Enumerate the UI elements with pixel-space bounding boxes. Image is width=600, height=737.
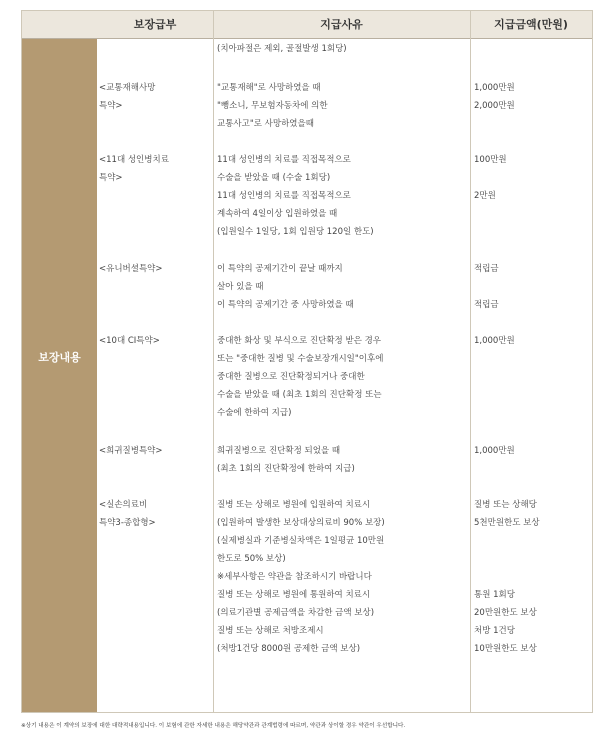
benefit-line: <희귀질병특약>: [99, 446, 163, 456]
table-header: [22, 11, 592, 39]
reason-line: 11대 성인병의 치료를 직접목적으로: [217, 191, 351, 201]
reason-line: 질병 또는 상해로 처방조제시: [217, 626, 324, 636]
benefit-line: 특약>: [99, 101, 123, 111]
reason-line: (입원하여 발생한 보상대상의료비 90% 보장): [217, 518, 385, 528]
reason-line: 한도로 50% 보상): [217, 554, 286, 564]
column-divider: [213, 11, 214, 712]
reason-line: 질병 또는 상해로 병원에 통원하여 치료시: [217, 590, 371, 600]
reason-line: 중대한 화상 및 부식으로 진단확정 받은 경우: [217, 336, 382, 346]
reason-line: 희귀질병으로 진단확정 되었을 때: [217, 446, 341, 456]
reason-line: ※세부사항은 약관을 참조하시기 바랍니다: [217, 572, 372, 582]
amount-line: 적립금: [474, 300, 499, 310]
amount-line: 100만원: [474, 155, 507, 165]
amount-line: 5천만원한도 보상: [474, 518, 540, 528]
coverage-side-column: [22, 11, 97, 712]
amount-line: 처방 1건당: [474, 626, 515, 636]
reason-line: 이 특약의 공제기간이 끝날 때까지: [217, 264, 343, 274]
amount-line: 10만원한도 보상: [474, 644, 537, 654]
benefit-line: <10대 CI특약>: [99, 336, 160, 346]
reason-line: (실제병실과 기준병실차액은 1일평균 10만원: [217, 536, 385, 546]
benefit-line: <유니버셜특약>: [99, 264, 163, 274]
reason-line: (최초 1회의 진단확정에 한하여 지급): [217, 464, 355, 474]
reason-line: 수술에 한하여 지급): [217, 408, 292, 418]
reason-line: (처방1건당 8000원 공제한 금액 보상): [217, 644, 361, 654]
reason-line: 또는 "중대한 질병 및 수술보장개시일"이후에: [217, 354, 384, 364]
reason-line: (치아파절은 제외, 골절발생 1회당): [217, 44, 347, 54]
benefit-line: <11대 성인병치료: [99, 155, 169, 165]
reason-line: "교통재해"로 사망하였을 때: [217, 83, 321, 93]
reason-line: 계속하여 4일이상 입원하였을 때: [217, 209, 338, 219]
amount-line: 2,000만원: [474, 101, 515, 111]
reason-line: (의료기관별 공제금액을 차감한 금액 보상): [217, 608, 375, 618]
header-amount: 지급금액(만원): [494, 18, 568, 31]
amount-line: 1,000만원: [474, 83, 515, 93]
benefit-line: <교통재해사망: [99, 83, 156, 93]
footnote: ※상기 내용은 이 계약의 보장에 대한 대략적내용입니다. 이 보험에 관한 자세한 내용은 해당약관과 관계법령에 따르며, 약관과 상이할 경우 약관이 우선합니다.: [21, 723, 406, 729]
reason-line: 수술을 받았을 때 (수술 1회당): [217, 173, 331, 183]
coverage-side-label: 보장내용: [38, 351, 81, 364]
header-benefit: 보장급부: [133, 18, 177, 31]
reason-line: (입원일수 1일당, 1회 입원당 120일 한도): [217, 227, 374, 237]
reason-line: 11대 성인병의 치료를 직접목적으로: [217, 155, 351, 165]
reason-line: 교통사고"로 사망하였을때: [217, 119, 314, 129]
reason-line: "뺑소니, 무보험자동차에 의한: [217, 101, 328, 111]
header-reason: 지급사유: [320, 18, 363, 31]
reason-line: 살아 있을 때: [217, 282, 264, 292]
benefit-line: 특약>: [99, 173, 123, 183]
benefit-line: 특약3-종합형>: [99, 518, 156, 528]
amount-line: 통원 1회당: [474, 590, 515, 600]
column-divider: [470, 11, 471, 712]
reason-line: 이 특약의 공제기간 중 사망하였을 때: [217, 300, 354, 310]
amount-line: 1,000만원: [474, 446, 515, 456]
reason-line: 중대한 질병으로 진단확정되거나 중대한: [217, 372, 365, 382]
coverage-table: [21, 10, 593, 713]
amount-line: 20만원한도 보상: [474, 608, 537, 618]
amount-line: 적립금: [474, 264, 499, 274]
reason-line: 수술을 받았을 때 (최초 1회의 진단확정 또는: [217, 390, 382, 400]
amount-line: 2만원: [474, 191, 496, 201]
amount-line: 질병 또는 상해당: [474, 500, 537, 510]
amount-line: 1,000만원: [474, 336, 515, 346]
benefit-line: <실손의료비: [99, 500, 148, 510]
reason-line: 질병 또는 상해로 병원에 입원하여 치료시: [217, 500, 371, 510]
